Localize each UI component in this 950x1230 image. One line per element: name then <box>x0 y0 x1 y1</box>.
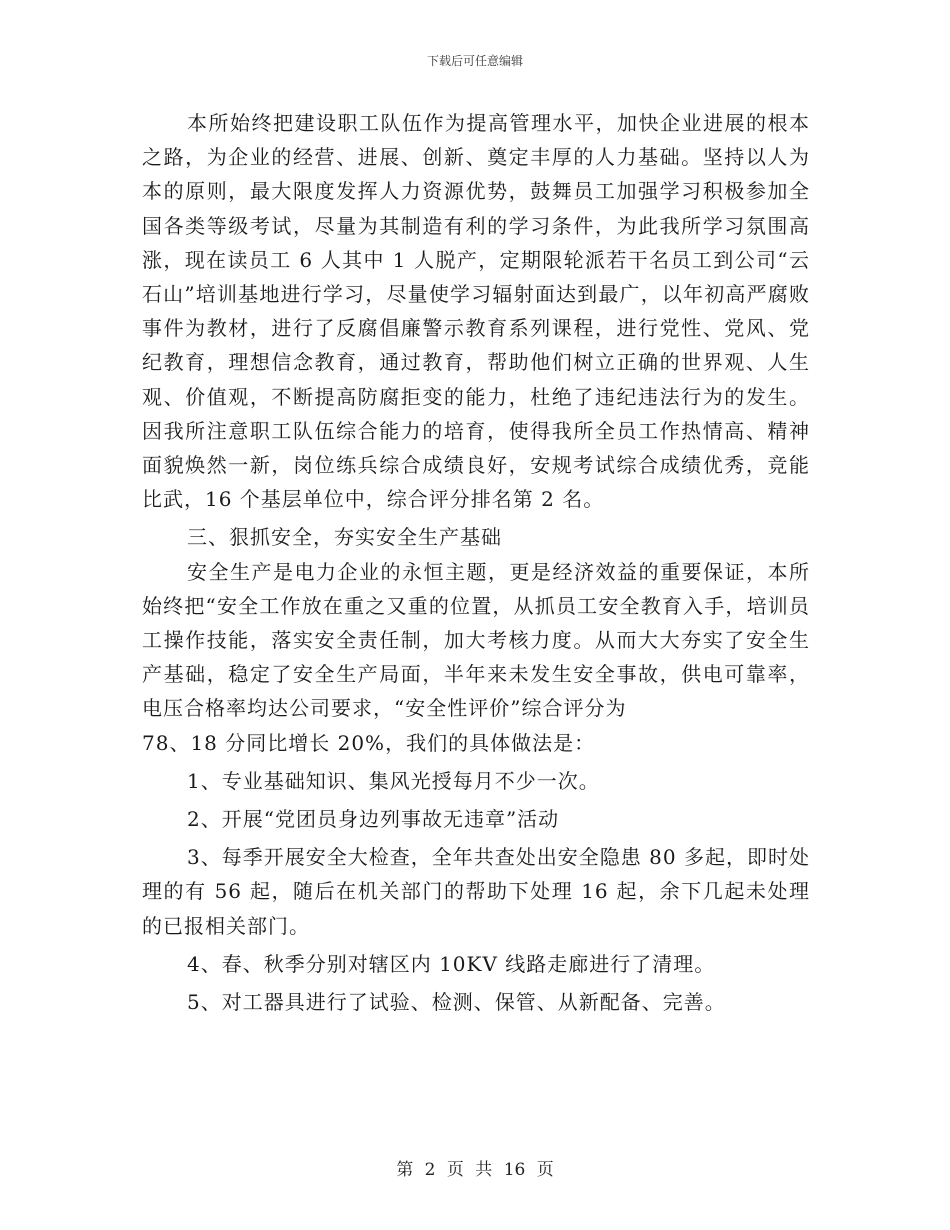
list-item-5: 5、对工器具进行了试验、检测、保管、从新配备、完善。 <box>187 990 726 1015</box>
document-body <box>142 106 810 1019</box>
list-item-1: 1、专业基础知识、集风光授每月不少一次。 <box>187 768 600 793</box>
paragraph-safety-intro: 安全生产是电力企业的永恒主题，更是经济效益的重要保证，本所始终把“安全工作放在重之又重的位置，从抓员工安全教育入手，培训员工操作技能，落实安全责任制，加大考核力度。从而大大夯实了安全生产基础，稳定了安全生产局面，半年来未发生安全事故，供电可靠率，电压合格率均达公司要求，“安全性评价”综合评分为 <box>142 559 810 721</box>
page-number-footer: 第 2 页 共 16 页 <box>396 1160 554 1180</box>
list-item-2: 2、开展“党团员身边列事故无违章”活动 <box>187 807 560 832</box>
paragraph-staff-training: 本所始终把建设职工队伍作为提高管理水平，加快企业进展的根本之路，为企业的经营、进展、创新、奠定丰厚的人力基础。坚持以人为本的原则，最大限度发挥人力资源优势，鼓舞员工加强学习积极参加全国各类等级考试，尽量为其制造有利的学习条件，为此我所学习氛围高涨，现在读员工 6 人其中 1 人脱产，定期限轮派若干名员工到公司“云石山”培训基地进行学习，尽量使学习辐射面达到最广，以年初高严腐败事件为教材，进行了反腐倡廉警示教育系列课程，进行党性、党风、党纪教育，理想信念教育，通过教育，帮助他们树立正确的世界观、人生观、价值观，不断提高防腐拒变的能力，杜绝了违纪违法行为的发生。因我所注意职工队伍综合能力的培育，使得我所全员工作热情高、精神面貌焕然一新，岗位练兵综合成绩良好，安规考试综合成绩优秀，竞能比武，16 个基层单位中，综合评分排名第 2 名。 <box>142 111 810 512</box>
paragraph-safety-score: 78、18 分同比增长 20%，我们的具体做法是： <box>142 730 596 755</box>
page-header-note: 下载后可任意编辑 <box>426 54 523 68</box>
list-item-3: 3、每季开展安全大检查，全年共查处出安全隐患 80 多起，即时处理的有 56 起，随后在机关部门的帮助下处理 16 起，余下几起未处理的已报相关部门。 <box>142 845 810 938</box>
section-heading-safety: 三、狠抓安全，夯实安全生产基础 <box>187 525 502 550</box>
list-item-4: 4、春、秋季分别对辖区内 10KV 线路走廊进行了清理。 <box>187 951 716 976</box>
